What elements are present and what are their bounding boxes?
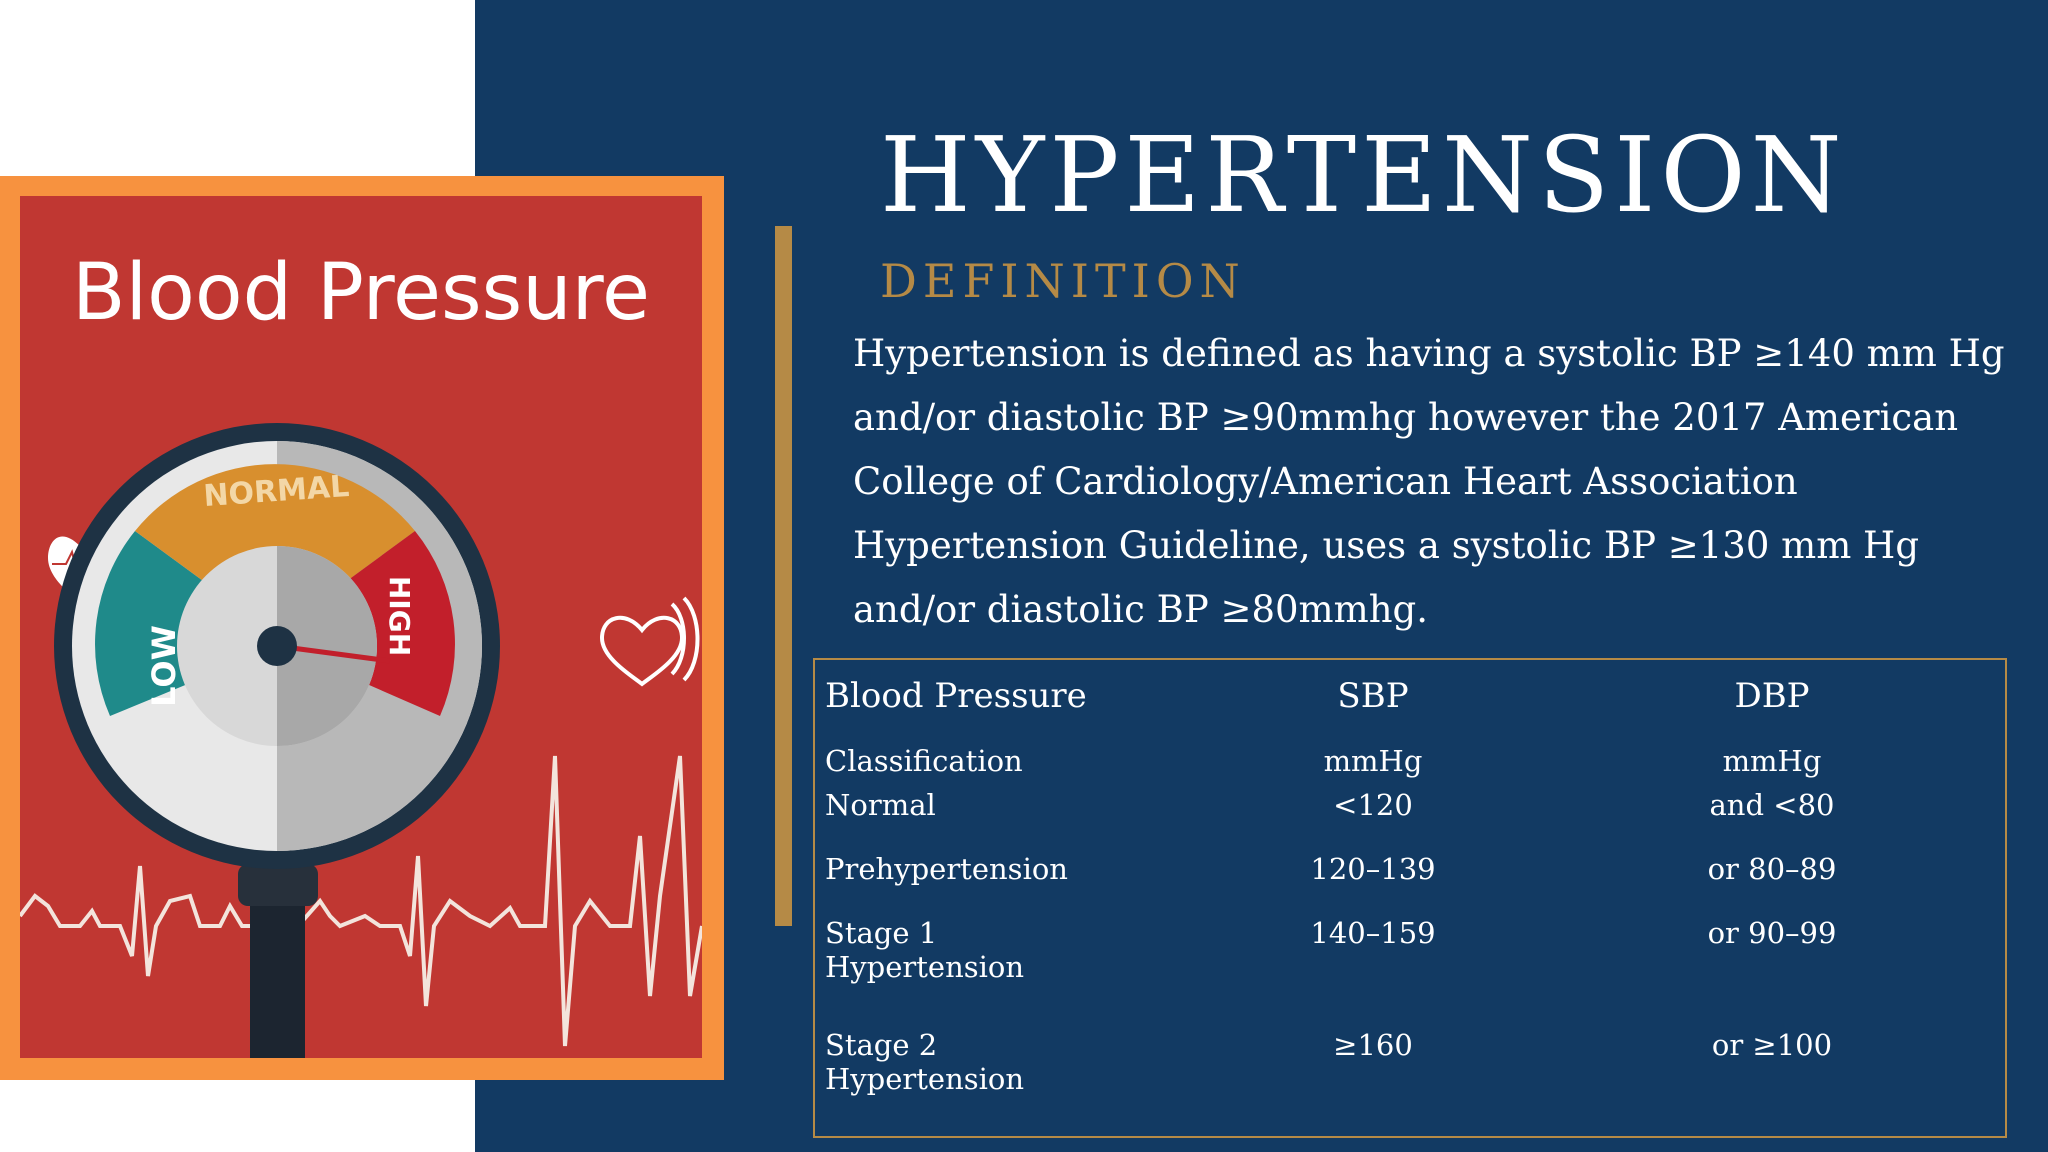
poster-title: Blood Pressure: [72, 248, 650, 338]
gauge-label-normal: NORMAL: [202, 468, 351, 515]
table-cell: mmHg: [1323, 744, 1423, 778]
gauge-label-high: HIGH: [383, 575, 416, 657]
table-cell: mmHg: [1722, 744, 1822, 778]
table-header-dbp: DBP: [1734, 676, 1810, 716]
poster-inner: [20, 196, 702, 1058]
bp-classification-table: [813, 658, 2007, 1138]
table-cell: ≥160: [1333, 1028, 1413, 1062]
table-cell: and <80: [1709, 788, 1835, 822]
table-cell: or ≥100: [1711, 1028, 1833, 1062]
table-header-category: Blood Pressure: [825, 676, 1087, 716]
table-header-sbp: SBP: [1337, 676, 1409, 716]
gauge-label-low: LOW: [145, 625, 183, 707]
table-cell: Stage 2 Hypertension: [825, 1028, 1025, 1096]
slide-title: HYPERTENSION: [880, 114, 1847, 236]
gauge-labels: [20, 196, 702, 1058]
table-cell: Classification: [825, 744, 1023, 778]
accent-bar: [775, 226, 792, 926]
table-cell: 140–159: [1310, 916, 1436, 950]
table-cell: or 80–89: [1707, 852, 1837, 886]
table-cell: or 90–99: [1707, 916, 1837, 950]
blood-pressure-poster: [0, 176, 724, 1080]
table-cell: Stage 1 Hypertension: [825, 916, 1025, 984]
table-cell: 120–139: [1310, 852, 1436, 886]
table-cell: <120: [1333, 788, 1413, 822]
definition-text: Hypertension is defined as having a systolic BP ≥140 mm Hg and/or diastolic BP ≥90mmhg however the 2017 American College of Cardiology/American Heart Association Hypertension Guideline, uses a systolic BP ≥130 mm Hg and/or diastolic BP ≥80mmhg.: [853, 332, 2005, 631]
table-cell: Normal: [825, 788, 936, 822]
table-cell: Prehypertension: [825, 852, 1068, 886]
slide-subtitle: DEFINITION: [880, 254, 1246, 308]
